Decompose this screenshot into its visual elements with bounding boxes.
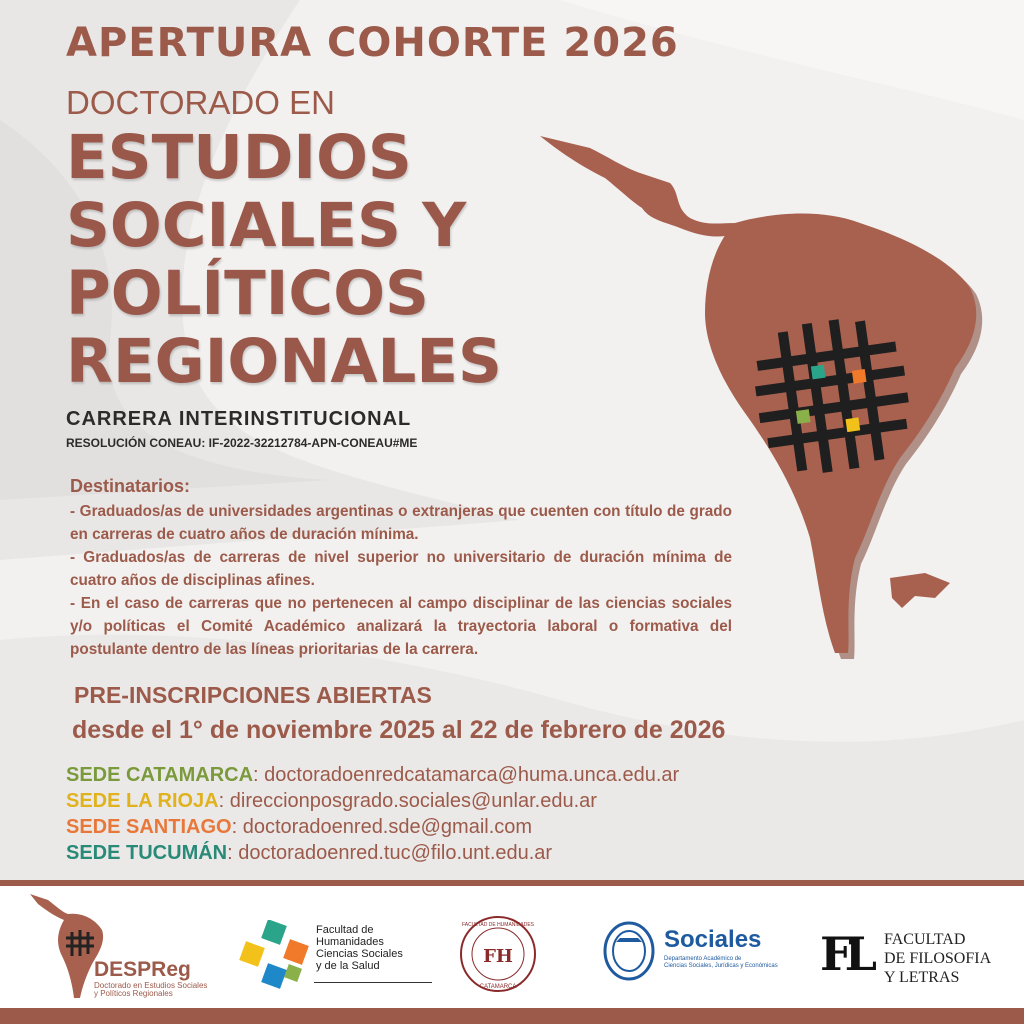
program-title-line-4: REGIONALES bbox=[66, 326, 502, 397]
despreg-subtitle bbox=[94, 982, 207, 998]
sede-name: SEDE SANTIAGO bbox=[66, 816, 232, 838]
despreg-name: DESPReg bbox=[94, 958, 191, 981]
humanidades-logo bbox=[238, 920, 438, 990]
humanidades-line: Facultad de bbox=[316, 924, 374, 936]
woven-grid-icon bbox=[752, 316, 910, 474]
despreg-logo bbox=[28, 892, 228, 1004]
sociales-sub-2: Ciencias Sociales, Jurídicas y Económicas bbox=[664, 963, 778, 969]
sede-tucuman: SEDE TUCUMÁN: doctoradoenred.tuc@filo.unt.edu.ar bbox=[66, 842, 553, 864]
catamarca-seal bbox=[458, 914, 538, 994]
sede-email[interactable]: doctoradoenred.tuc@filo.unt.edu.ar bbox=[238, 842, 553, 864]
sede-email[interactable]: doctoradoenredcatamarca@huma.unca.edu.ar bbox=[264, 764, 680, 786]
sociales-logo bbox=[602, 918, 782, 988]
seal-mark: FH bbox=[483, 946, 513, 967]
filosofia-logo bbox=[820, 926, 1010, 992]
program-title-line-1: ESTUDIOS bbox=[66, 122, 412, 193]
sede-santiago: SEDE SANTIAGO: doctoradoenred.sde@gmail.com bbox=[66, 816, 533, 838]
doctorado-label: DOCTORADO EN bbox=[66, 84, 335, 121]
sociales-name: Sociales bbox=[664, 926, 762, 953]
sociales-subtitle bbox=[664, 956, 778, 970]
filosofia-text bbox=[884, 930, 991, 987]
humanidades-text bbox=[316, 924, 403, 972]
resolucion-label: RESOLUCIÓN CONEAU: IF-2022-32212784-APN-CONEAU#ME bbox=[66, 436, 418, 450]
sociales-sub-1: Departamento Académico de bbox=[664, 956, 742, 962]
sede-name: SEDE LA RIOJA bbox=[66, 790, 219, 812]
preinscripciones-title: PRE-INSCRIPCIONES ABIERTAS bbox=[74, 682, 432, 708]
filosofia-line: DE FILOSOFIA bbox=[884, 950, 992, 967]
sede-la-rioja: SEDE LA RIOJA: direccionposgrado.sociales@unlar.edu.ar bbox=[66, 790, 597, 812]
sede-name: SEDE TUCUMÁN bbox=[66, 842, 228, 864]
humanidades-line: Humanidades bbox=[316, 936, 384, 948]
destinatarios-item: - Graduados/as de universidades argentinas o extranjeras que cuenten con título de grado en carreras de cuatro años de duración mínima. bbox=[70, 503, 732, 543]
divider bbox=[0, 880, 1024, 886]
filosofia-line: Y LETRAS bbox=[884, 969, 960, 986]
destinatarios-title: Destinatarios: bbox=[70, 476, 191, 496]
despreg-subtitle-2: y Políticos Regionales bbox=[94, 989, 173, 998]
sede-email[interactable]: doctoradoenred.sde@gmail.com bbox=[242, 816, 533, 838]
filosofia-mark: FL bbox=[820, 927, 870, 981]
filosofia-line: FACULTAD bbox=[884, 931, 966, 948]
catamarca-seal-icon bbox=[458, 914, 538, 994]
sede-name: SEDE CATAMARCA bbox=[66, 764, 254, 786]
carrera-label: CARRERA INTERINSTITUCIONAL bbox=[66, 408, 412, 430]
preinscripciones-dates: desde el 1° de noviembre 2025 al 22 de febrero de 2026 bbox=[72, 716, 726, 744]
program-title-line-3: POLÍTICOS bbox=[66, 258, 429, 329]
seal-bottom-text: CATAMARCA bbox=[479, 984, 517, 990]
sede-catamarca: SEDE CATAMARCA: doctoradoenredcatamarca@huma.unca.edu.ar bbox=[66, 764, 680, 786]
puzzle-icon bbox=[238, 920, 310, 990]
sociales-shield-icon bbox=[602, 920, 656, 982]
destinatarios-item: - En el caso de carreras que no pertenecen al campo disciplinar de las ciencias sociales y/o políticas el Comité Académico analizará la trayectoria laboral o formativa del postulante dentro de las líneas prioritarias de la carrera. bbox=[70, 595, 732, 658]
humanidades-underline bbox=[314, 982, 432, 983]
destinatarios-item: - Graduados/as de carreras de nivel superior no universitario de duración mínima de cuatro años de disciplinas afines. bbox=[70, 549, 732, 589]
humanidades-line: Ciencias Sociales bbox=[316, 948, 403, 960]
footer-bar bbox=[0, 1008, 1024, 1024]
seal-top-text: FACULTAD DE HUMANIDADES bbox=[461, 922, 535, 928]
sede-email[interactable]: direccionposgrado.sociales@unlar.edu.ar bbox=[229, 790, 597, 812]
apertura-title: APERTURA COHORTE 2026 bbox=[66, 20, 679, 66]
despreg-subtitle-1: Doctorado en Estudios Sociales bbox=[94, 981, 208, 990]
program-title-line-2: SOCIALES Y bbox=[66, 190, 467, 261]
humanidades-line: y de la Salud bbox=[316, 960, 380, 972]
